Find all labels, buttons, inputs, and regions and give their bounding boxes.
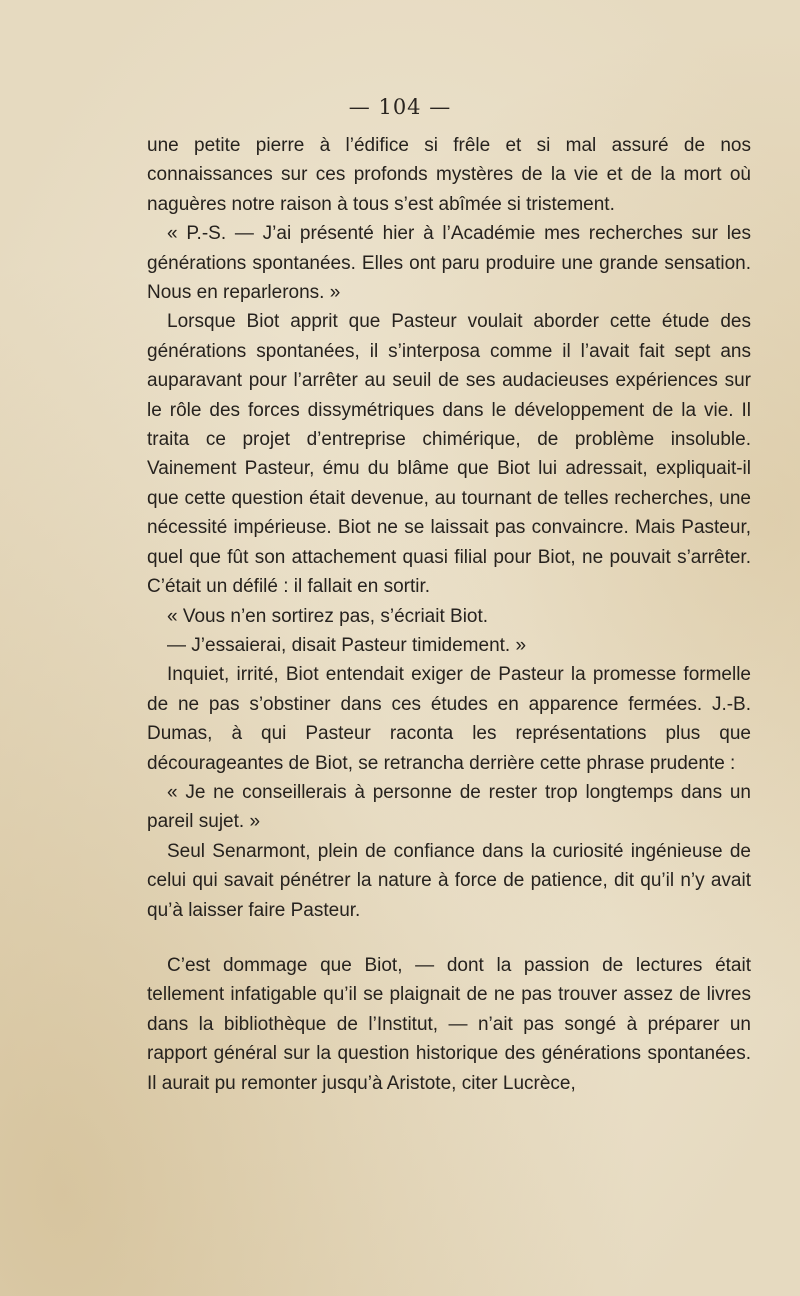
- page-number: — 104 —: [348, 95, 452, 119]
- paragraph-postscript: « P.-S. — J’ai présenté hier à l’Académie mes recherches sur les générations spontanées. Elles ont paru produire une grande sensation. Nous en reparlerons. »: [147, 223, 751, 304]
- paragraph-continuation: une petite pierre à l’édifice si frêle et si mal assuré de nos connaissances sur ces profonds mystères de la vie et de la mort où naguères notre raison à tous s’est abîmée si tristement.: [147, 135, 751, 215]
- paragraph-senarmont: Seul Senarmont, plein de confiance dans la curiosité ingénieuse de celui qui savait pénétrer la nature à force de patience, dit qu’il n’y avait qu’à laisser faire Pasteur.: [147, 840, 751, 921]
- paragraph-biot-quote: « Vous n’en sortirez pas, s’écriait Biot.: [167, 605, 489, 627]
- paragraph-historical-report: C’est dommage que Biot, — dont la passion de lectures était tellement infatigable qu’il se plaignait de ne pas trouver assez de livres dans la bibliothèque de l’Institut, — n’ait pas songé à préparer un rapport général sur la question historique des générations spontanées. Il aurait pu remonter jusqu’à Aristote, citer Lucrèce,: [147, 954, 751, 1094]
- body-text: [147, 131, 751, 1098]
- paragraph-biot-objection: Lorsque Biot apprit que Pasteur voulait aborder cette étude des générations spontanées, il s’interposa comme il l’avait fait sept ans auparavant pour l’arrêter au seuil de ses audacieuses expériences sur le rôle des forces dissymétriques dans le développement de la vie. Il traita ce projet d’entreprise chimérique, de problème insoluble. Vainement Pasteur, ému du blâme que Biot lui adressait, expliquait-il que cette question était devenue, au tournant de telles recherches, une nécessité impérieuse. Biot ne se laissait pas convaincre. Mais Pasteur, quel que fût son attachement quasi filial pour Biot, ne pouvait s’arrêter. C’était un défilé : il fallait en sortir.: [147, 311, 751, 598]
- paragraph-dumas: Inquiet, irrité, Biot entendait exiger de Pasteur la promesse formelle de ne pas s’obstiner dans ces études en apparence fermées. J.-B. Dumas, à qui Pasteur raconta les représentations plus que décourageantes de Biot, se retrancha derrière cette phrase prudente :: [147, 664, 751, 774]
- paragraph-dumas-quote: « Je ne conseillerais à personne de rester trop longtemps dans un pareil sujet. »: [147, 781, 751, 833]
- paragraph-pasteur-reply: — J’essaierai, disait Pasteur timidement. »: [167, 634, 527, 656]
